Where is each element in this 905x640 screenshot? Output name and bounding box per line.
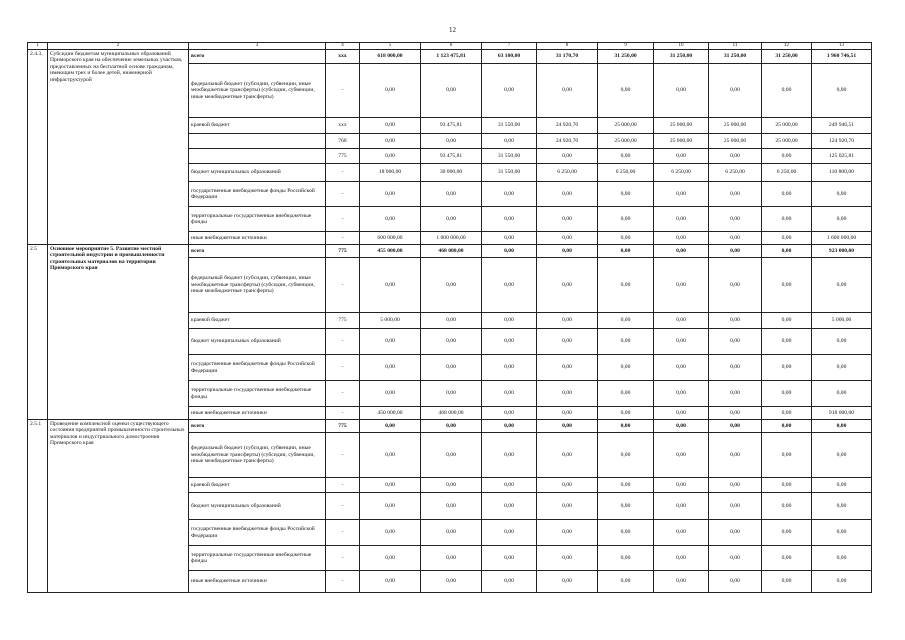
funding-source: федеральный бюджет (субсидии, субвенции, иные межбюджетные трансферты) (субсидии, субвенции, иные межбюджетные трансферты) [189, 433, 326, 478]
year-value: 6 250,00 [654, 164, 709, 182]
year-value: 0,00 [360, 207, 421, 232]
year-value: 0,00 [598, 64, 654, 118]
year-value: 0,00 [762, 149, 812, 164]
year-value: 0,00 [762, 232, 812, 245]
year-value: 0,00 [360, 134, 421, 149]
year-value: 0,00 [537, 546, 598, 571]
funding-source: бюджет муниципальных образований [189, 329, 326, 355]
year-value: 0,00 [709, 329, 762, 355]
year-value: 0,00 [762, 493, 812, 520]
year-value: 1 000 000,00 [421, 232, 482, 245]
year-value: 0,00 [537, 478, 598, 493]
year-value: 0,00 [654, 313, 709, 329]
year-value: 0,00 [537, 232, 598, 245]
year-value: 25 000,00 [709, 118, 762, 134]
year-value: 0,00 [654, 245, 709, 258]
year-value: 0,00 [654, 258, 709, 313]
year-value: 25 000,00 [654, 134, 709, 149]
column-number-row [28, 43, 872, 50]
grbs-code: 768 [326, 134, 360, 149]
year-value: 0,00 [537, 381, 598, 407]
year-value: 0,00 [598, 207, 654, 232]
year-value: 0,00 [654, 182, 709, 207]
year-value: 25 000,00 [654, 118, 709, 134]
year-value: 0,00 [709, 245, 762, 258]
year-value: 31 250,00 [709, 50, 762, 64]
year-value: 0,00 [654, 571, 709, 593]
funding-source [189, 149, 326, 164]
year-value: 0,00 [482, 232, 537, 245]
total-value: 0,00 [812, 182, 872, 207]
year-value: 0,00 [654, 329, 709, 355]
year-value: 0,00 [482, 420, 537, 433]
year-value: 0,00 [762, 546, 812, 571]
year-value: 0,00 [537, 182, 598, 207]
year-value: 0,00 [654, 64, 709, 118]
year-value: 0,00 [360, 182, 421, 207]
year-value: 0,00 [421, 381, 482, 407]
year-value: 0,00 [762, 355, 812, 381]
column-number: 9 [598, 43, 654, 50]
year-value: 6 250,00 [762, 164, 812, 182]
funding-source: иные внебюджетные источники [189, 407, 326, 420]
year-value: 450 000,00 [360, 407, 421, 420]
year-value: 0,00 [709, 546, 762, 571]
year-value: 0,00 [762, 245, 812, 258]
year-value: 0,00 [654, 520, 709, 546]
total-value: 249 946,51 [812, 118, 872, 134]
funding-source: бюджет муниципальных образований [189, 164, 326, 182]
year-value: 0,00 [598, 433, 654, 478]
year-value: 0,00 [598, 245, 654, 258]
year-value: 0,00 [654, 420, 709, 433]
total-value: 923 000,00 [812, 245, 872, 258]
total-value: 0,00 [812, 478, 872, 493]
column-number: 5 [360, 43, 421, 50]
funding-source: государственные внебюджетные фонды Российской Федерации [189, 355, 326, 381]
year-value: 0,00 [762, 407, 812, 420]
year-value: 0,00 [482, 64, 537, 118]
year-value: 0,00 [360, 258, 421, 313]
year-value: 0,00 [654, 407, 709, 420]
grbs-code: - [326, 493, 360, 520]
total-value: 5 000,00 [812, 313, 872, 329]
year-value: 0,00 [482, 134, 537, 149]
funding-source: федеральный бюджет (субсидии, субвенции, иные межбюджетные трансферты) (субсидии, субвенции, иные межбюджетные трансферты) [189, 64, 326, 118]
grbs-code: xxx [326, 50, 360, 64]
year-value: 0,00 [598, 329, 654, 355]
year-value: 0,00 [482, 520, 537, 546]
year-value: 0,00 [360, 520, 421, 546]
year-value: 0,00 [598, 232, 654, 245]
year-value: 0,00 [654, 355, 709, 381]
year-value: 93 475,81 [421, 118, 482, 134]
year-value: 0,00 [709, 64, 762, 118]
grbs-code: 775 [326, 245, 360, 258]
total-value: 0,00 [812, 493, 872, 520]
year-value: 6 250,00 [537, 164, 598, 182]
year-value: 0,00 [762, 381, 812, 407]
year-value: 31 170,70 [537, 50, 598, 64]
table-row [28, 50, 872, 64]
year-value: 0,00 [762, 207, 812, 232]
year-value: 0,00 [537, 520, 598, 546]
year-value: 468 000,00 [421, 245, 482, 258]
year-value: 0,00 [537, 493, 598, 520]
year-value: 0,00 [709, 207, 762, 232]
funding-source: иные внебюджетные источники [189, 232, 326, 245]
year-value: 0,00 [482, 258, 537, 313]
year-value: 0,00 [421, 571, 482, 593]
year-value: 0,00 [360, 571, 421, 593]
total-value: 0,00 [812, 546, 872, 571]
year-value: 0,00 [598, 149, 654, 164]
year-value: 0,00 [598, 546, 654, 571]
year-value: 0,00 [421, 258, 482, 313]
funding-source: краевой бюджет [189, 478, 326, 493]
year-value: 0,00 [654, 433, 709, 478]
table-row [28, 245, 872, 258]
year-value: 0,00 [537, 149, 598, 164]
year-value: 1 123 475,81 [421, 50, 482, 64]
year-value: 0,00 [709, 355, 762, 381]
funding-source: территориальные государственные внебюджетные фонды [189, 207, 326, 232]
column-number: 12 [762, 43, 812, 50]
total-value: 0,00 [812, 64, 872, 118]
column-number: 6 [421, 43, 482, 50]
year-value: 0,00 [421, 433, 482, 478]
year-value: 0,00 [762, 313, 812, 329]
year-value: 0,00 [762, 420, 812, 433]
year-value: 0,00 [709, 182, 762, 207]
funding-source: государственные внебюджетные фонды Российской Федерации [189, 520, 326, 546]
year-value: 0,00 [598, 520, 654, 546]
funding-source: всего [189, 50, 326, 64]
year-value: 0,00 [360, 546, 421, 571]
table-row [28, 420, 872, 433]
total-value: 0,00 [812, 258, 872, 313]
year-value: 0,00 [537, 407, 598, 420]
year-value: 468 000,00 [421, 407, 482, 420]
year-value: 30 000,00 [421, 164, 482, 182]
year-value: 0,00 [360, 493, 421, 520]
year-value: 18 000,00 [360, 164, 421, 182]
item-code: 2.4.3. [28, 50, 48, 245]
year-value: 0,00 [762, 329, 812, 355]
grbs-code: - [326, 433, 360, 478]
year-value: 600 000,00 [360, 232, 421, 245]
funding-source: федеральный бюджет (субсидии, субвенции, иные межбюджетные трансферты) (субсидии, субвенции, иные межбюджетные трансферты) [189, 258, 326, 313]
funding-source: территориальные государственные внебюджетные фонды [189, 381, 326, 407]
year-value: 0,00 [421, 478, 482, 493]
grbs-code: - [326, 207, 360, 232]
total-value: 110 800,00 [812, 164, 872, 182]
column-number: 1 [28, 43, 48, 50]
item-code: 2.5 [28, 245, 48, 420]
year-value: 0,00 [482, 407, 537, 420]
year-value: 0,00 [421, 520, 482, 546]
year-value: 0,00 [537, 420, 598, 433]
funding-source: краевой бюджет [189, 118, 326, 134]
year-value: 0,00 [421, 207, 482, 232]
year-value: 0,00 [598, 258, 654, 313]
year-value: 31 550,00 [482, 164, 537, 182]
year-value: 0,00 [537, 433, 598, 478]
program-finance-table [27, 42, 872, 593]
total-value: 125 025,81 [812, 149, 872, 164]
year-value: 6 250,00 [598, 164, 654, 182]
funding-source: иные внебюджетные источники [189, 571, 326, 593]
total-value: 0,00 [812, 207, 872, 232]
year-value: 0,00 [482, 493, 537, 520]
year-value: 24 920,70 [537, 118, 598, 134]
year-value: 0,00 [482, 355, 537, 381]
total-value: 1 960 746,51 [812, 50, 872, 64]
year-value: 0,00 [709, 493, 762, 520]
grbs-code: - [326, 64, 360, 118]
total-value: 124 920,70 [812, 134, 872, 149]
year-value: 0,00 [762, 520, 812, 546]
column-number: 11 [709, 43, 762, 50]
total-value: 1 600 000,00 [812, 232, 872, 245]
year-value: 0,00 [654, 207, 709, 232]
grbs-code: 775 [326, 149, 360, 164]
year-value: 0,00 [537, 355, 598, 381]
year-value: 0,00 [598, 478, 654, 493]
grbs-code: - [326, 520, 360, 546]
year-value: 0,00 [598, 493, 654, 520]
total-value: 918 000,00 [812, 407, 872, 420]
year-value: 0,00 [598, 420, 654, 433]
year-value: 0,00 [482, 182, 537, 207]
grbs-code: - [326, 407, 360, 420]
grbs-code: - [326, 182, 360, 207]
grbs-code: - [326, 232, 360, 245]
year-value: 0,00 [709, 149, 762, 164]
grbs-code: xxx [326, 118, 360, 134]
year-value: 0,00 [598, 381, 654, 407]
year-value: 0,00 [360, 64, 421, 118]
grbs-code: - [326, 571, 360, 593]
year-value: 5 000,00 [360, 313, 421, 329]
year-value: 31 550,00 [482, 118, 537, 134]
year-value: 6 250,00 [709, 164, 762, 182]
item-name: Субсидии бюджетам муниципальных образований Приморского края на обеспечение земельных участков, предоставленных на бесплатной основе гражданам, имеющим трех и более детей, инженерной инфраструктурой [48, 50, 189, 245]
year-value: 0,00 [421, 64, 482, 118]
grbs-code: 775 [326, 313, 360, 329]
column-number: 4 [326, 43, 360, 50]
year-value: 25 000,00 [762, 118, 812, 134]
year-value: 0,00 [421, 546, 482, 571]
column-number: 10 [654, 43, 709, 50]
year-value: 0,00 [360, 149, 421, 164]
page-number: 12 [449, 26, 456, 34]
year-value: 31 550,00 [482, 149, 537, 164]
year-value: 0,00 [537, 258, 598, 313]
funding-source: краевой бюджет [189, 313, 326, 329]
year-value: 0,00 [709, 381, 762, 407]
year-value: 0,00 [537, 207, 598, 232]
grbs-code: - [326, 355, 360, 381]
year-value: 0,00 [709, 433, 762, 478]
year-value: 0,00 [709, 258, 762, 313]
year-value: 455 000,00 [360, 245, 421, 258]
column-number: 2 [48, 43, 189, 50]
year-value: 0,00 [537, 313, 598, 329]
year-value: 31 250,00 [762, 50, 812, 64]
year-value: 0,00 [598, 313, 654, 329]
year-value: 0,00 [421, 420, 482, 433]
column-number: 8 [537, 43, 598, 50]
year-value: 0,00 [709, 520, 762, 546]
year-value: 0,00 [654, 232, 709, 245]
year-value: 0,00 [421, 134, 482, 149]
year-value: 0,00 [709, 571, 762, 593]
column-number: 7 [482, 43, 537, 50]
total-value: 0,00 [812, 329, 872, 355]
year-value: 0,00 [762, 571, 812, 593]
year-value: 0,00 [654, 493, 709, 520]
year-value: 0,00 [360, 118, 421, 134]
item-name: Основное мероприятие 5. Развитие местной строительной индустрии и промышленности строительных материалов на территории Приморского края [48, 245, 189, 420]
year-value: 0,00 [654, 478, 709, 493]
funding-source: территориальные государственные внебюджетные фонды [189, 546, 326, 571]
year-value: 0,00 [482, 478, 537, 493]
year-value: 0,00 [537, 64, 598, 118]
year-value: 0,00 [654, 381, 709, 407]
year-value: 0,00 [482, 546, 537, 571]
year-value: 0,00 [421, 313, 482, 329]
item-code: 2.5.1 [28, 420, 48, 593]
year-value: 0,00 [709, 420, 762, 433]
total-value: 0,00 [812, 355, 872, 381]
year-value: 0,00 [654, 546, 709, 571]
item-name: Проведение комплексной оценки существующего состояния предприятий промышленности строительных материалов и индустриального домостроения Приморского края [48, 420, 189, 593]
year-value: 0,00 [598, 407, 654, 420]
year-value: 0,00 [482, 571, 537, 593]
year-value: 0,00 [421, 329, 482, 355]
grbs-code: 775 [326, 420, 360, 433]
funding-source: всего [189, 245, 326, 258]
funding-source: государственные внебюджетные фонды Российской Федерации [189, 182, 326, 207]
year-value: 25 000,00 [762, 134, 812, 149]
year-value: 0,00 [482, 207, 537, 232]
year-value: 0,00 [537, 329, 598, 355]
year-value: 25 000,00 [598, 118, 654, 134]
funding-source [189, 134, 326, 149]
year-value: 0,00 [482, 245, 537, 258]
column-number: 13 [812, 43, 872, 50]
total-value: 0,00 [812, 381, 872, 407]
year-value: 0,00 [360, 478, 421, 493]
year-value: 0,00 [421, 355, 482, 381]
year-value: 0,00 [360, 433, 421, 478]
year-value: 0,00 [762, 478, 812, 493]
year-value: 0,00 [762, 433, 812, 478]
year-value: 25 000,00 [709, 134, 762, 149]
year-value: 0,00 [598, 355, 654, 381]
year-value: 0,00 [360, 381, 421, 407]
year-value: 0,00 [709, 232, 762, 245]
year-value: 63 100,00 [482, 50, 537, 64]
year-value: 0,00 [709, 313, 762, 329]
column-number: 3 [189, 43, 326, 50]
year-value: 618 000,00 [360, 50, 421, 64]
grbs-code: - [326, 546, 360, 571]
year-value: 0,00 [709, 407, 762, 420]
grbs-code: - [326, 381, 360, 407]
year-value: 24 920,70 [537, 134, 598, 149]
year-value: 0,00 [537, 245, 598, 258]
year-value: 0,00 [421, 493, 482, 520]
year-value: 0,00 [421, 182, 482, 207]
grbs-code: - [326, 478, 360, 493]
year-value: 25 000,00 [598, 134, 654, 149]
funding-source: всего [189, 420, 326, 433]
year-value: 31 250,00 [654, 50, 709, 64]
year-value: 0,00 [709, 478, 762, 493]
total-value: 0,00 [812, 420, 872, 433]
total-value: 0,00 [812, 433, 872, 478]
year-value: 0,00 [537, 571, 598, 593]
year-value: 0,00 [360, 420, 421, 433]
year-value: 93 475,81 [421, 149, 482, 164]
grbs-code: - [326, 258, 360, 313]
year-value: 0,00 [360, 355, 421, 381]
year-value: 31 250,00 [598, 50, 654, 64]
year-value: 0,00 [482, 313, 537, 329]
year-value: 0,00 [482, 381, 537, 407]
year-value: 0,00 [762, 182, 812, 207]
year-value: 0,00 [360, 329, 421, 355]
year-value: 0,00 [762, 258, 812, 313]
year-value: 0,00 [598, 571, 654, 593]
total-value: 0,00 [812, 520, 872, 546]
year-value: 0,00 [482, 329, 537, 355]
funding-source: бюджет муниципальных образований [189, 493, 326, 520]
total-value: 0,00 [812, 571, 872, 593]
grbs-code: - [326, 329, 360, 355]
year-value: 0,00 [482, 433, 537, 478]
year-value: 0,00 [598, 182, 654, 207]
grbs-code: - [326, 164, 360, 182]
year-value: 0,00 [762, 64, 812, 118]
year-value: 0,00 [654, 149, 709, 164]
